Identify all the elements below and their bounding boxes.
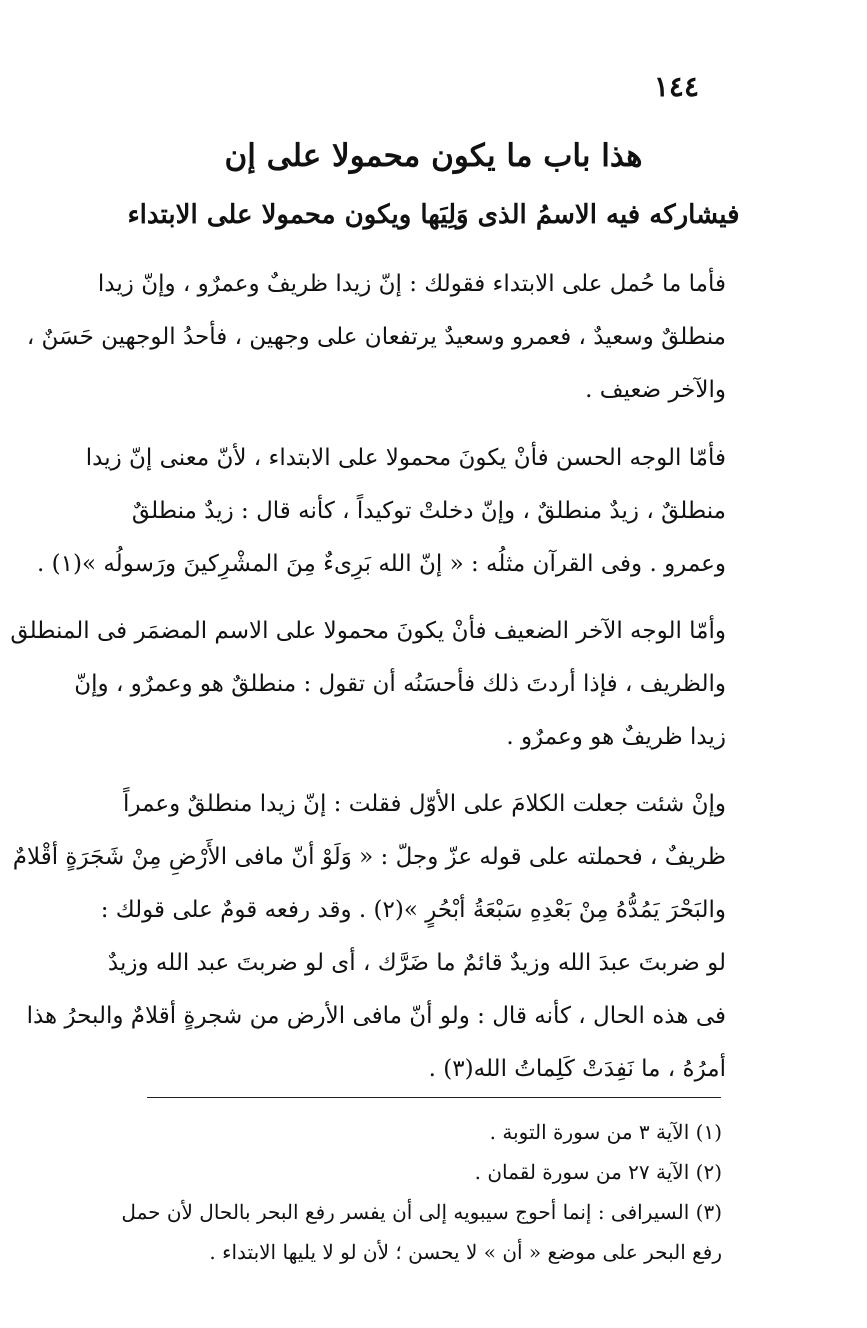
text-line: والظريف ، فإذا أردتَ ذلك فأحسَنُه أن تقول : منطلقٌ هو وعمرٌو ، وإنّ [74,671,726,697]
text-line: ظريفٌ ، فحملته على قوله عزّ وجلّ : « وَلَوْ أنّ مافى الأَرْضِ مِنْ شَجَرَةٍ أقْلامٌ [12,844,726,870]
text-line: منطلقٌ وسعيدٌ ، فعمرو وسعيدٌ يرتفعان على وجهين ، فأحدُ الوجهين حَسَنٌ ، [26,324,726,350]
footnotes [82,1112,722,1272]
text-line: فأما ما حُمل على الابتداء فقولك : إنّ زيدا ظريفٌ وعمرٌو ، وإنّ زيدا [97,271,726,297]
page-number: ١٤٤ [653,70,699,103]
text-line: وإنْ شئت جعلت الكلامَ على الأوّل فقلت : إنّ زيدا منطلقٌ وعمراً [123,791,726,817]
paragraph-2 [37,432,726,591]
text-line: والبَحْرَ يَمُدُّهُ مِنْ بَعْدِهِ سَبْعَةُ أبْحُرٍ »(٢) . وقد رفعه قومٌ على قولك : [100,897,726,923]
text-line: وعمرو . وفى القرآن مثلُه : « إنّ الله بَرِىءٌ مِنَ المشْرِكينَ ورَسولُه »(١) . [37,551,726,577]
text-line: والآخر ضعيف . [585,377,726,403]
paragraph-4 [12,778,726,1096]
text-line: فأمّا الوجه الحسن فأنْ يكونَ محمولا على الابتداء ، لأنّ معنى إنّ زيدا [85,445,726,471]
footnote-3: (٣) السيرافى : إنما أحوج سيبويه إلى أن يفسر رفع البحر بالحال لأن حمل [121,1200,722,1224]
footnote-3-continued: رفع البحر على موضع « أن » لا يحسن ؛ لأن لو لا يليها الابتداء . [209,1240,722,1264]
text-line: أمرُهُ ، ما نَفِدَتْ كَلِماتُ الله(٣) . [428,1056,726,1082]
text-line: وأمّا الوجه الآخر الضعيف فأنْ يكونَ محمولا على الاسم المضمَر فى المنطلق [10,618,726,644]
paragraph-3 [10,605,726,764]
footnote-2: (٢) الآية ٢٧ من سورة لقمان . [474,1160,722,1184]
text-line: فى هذه الحال ، كأنه قال : ولو أنّ مافى الأرض من شجرةٍ أقلامٌ والبحرُ هذا [26,1003,726,1029]
chapter-subtitle: فيشاركه فيه الاسمُ الذى وَلِيَها ويكون محمولا على الابتداء [127,200,740,230]
chapter-title: هذا باب ما يكون محمولا على إن [224,138,643,174]
text-line: لو ضربتَ عبدَ الله وزيدٌ قائمٌ ما ضَرَّك ، أى لو ضربتَ عبد الله وزيدٌ [107,950,726,976]
footnote-divider [147,1097,721,1098]
text-line: منطلقٌ ، زيدٌ منطلقٌ ، وإنّ دخلتْ توكيداً ، كأنه قال : زيدٌ منطلقٌ [131,498,726,524]
footnote-1: (١) الآية ٣ من سورة التوبة . [489,1120,722,1144]
text-line: زيدا ظريفٌ هو وعمرٌو . [506,724,726,750]
paragraph-1 [26,258,726,417]
